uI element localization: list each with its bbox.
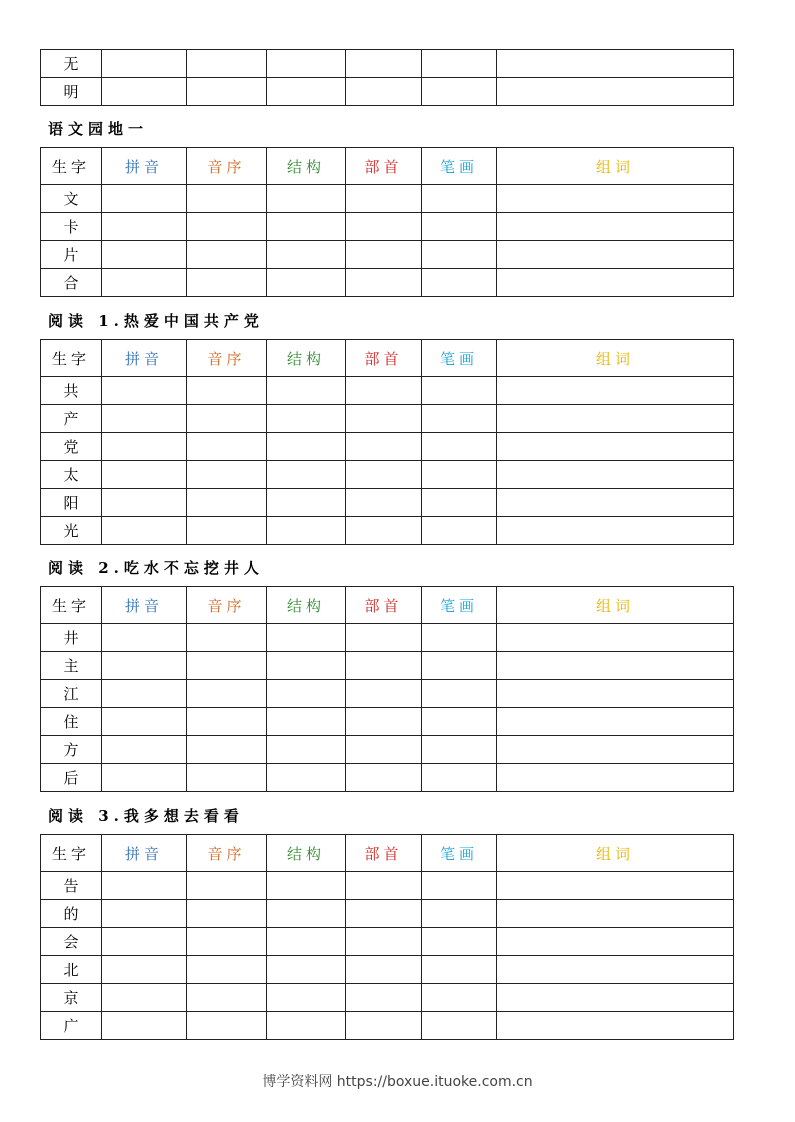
yinxu-cell[interactable] [187,269,267,297]
bihua-cell[interactable] [422,185,497,213]
top-continuation-table [40,49,734,106]
zuci-cell[interactable] [497,900,734,928]
character-cell: 合 [41,269,102,297]
bihua-cell[interactable] [422,680,497,708]
footer-watermark: 博学资料网 https://boxue.ituoke.com.cn [262,1074,533,1090]
zuci-cell[interactable] [497,517,734,545]
bushou-cell[interactable] [346,241,422,269]
jiegou-cell[interactable] [267,736,346,764]
header-jiegou: 结构 [267,835,346,872]
bihua-cell[interactable] [422,984,497,1012]
header-pinyin: 拼音 [102,835,187,872]
jiegou-cell[interactable] [267,764,346,792]
yinxu-cell[interactable] [187,489,267,517]
header-bihua: 笔画 [422,835,497,872]
jiegou-cell[interactable] [267,984,346,1012]
character-cell: 党 [41,433,102,461]
header-bihua: 笔画 [422,587,497,624]
pinyin-cell[interactable] [102,461,187,489]
pinyin-cell[interactable] [102,78,187,106]
jiegou-cell[interactable] [267,377,346,405]
header-jiegou: 结构 [267,587,346,624]
zuci-cell[interactable] [497,377,734,405]
jiegou-cell[interactable] [267,680,346,708]
table-row [41,624,734,652]
header-row [41,340,734,377]
yinxu-cell[interactable] [187,241,267,269]
section-table [40,339,734,545]
yinxu-cell[interactable] [187,624,267,652]
zuci-cell[interactable] [497,50,734,78]
pinyin-cell[interactable] [102,377,187,405]
character-cell: 方 [41,736,102,764]
character-cell: 住 [41,708,102,736]
header-row [41,835,734,872]
jiegou-cell[interactable] [267,872,346,900]
zuci-cell[interactable] [497,984,734,1012]
bihua-cell[interactable] [422,269,497,297]
yinxu-cell[interactable] [187,461,267,489]
bushou-cell[interactable] [346,489,422,517]
zuci-cell[interactable] [497,1012,734,1040]
table-row [41,213,734,241]
bihua-cell[interactable] [422,652,497,680]
character-cell: 阳 [41,489,102,517]
table-row [41,764,734,792]
table-row [41,652,734,680]
bushou-cell[interactable] [346,984,422,1012]
bushou-cell[interactable] [346,461,422,489]
character-cell: 广 [41,1012,102,1040]
table-row [41,405,734,433]
header-bushou: 部首 [346,835,422,872]
jiegou-cell[interactable] [267,461,346,489]
table-row [41,736,734,764]
character-cell: 太 [41,461,102,489]
bushou-cell[interactable] [346,377,422,405]
character-cell: 告 [41,872,102,900]
jiegou-cell[interactable] [267,708,346,736]
zuci-cell[interactable] [497,241,734,269]
character-cell: 京 [41,984,102,1012]
bushou-cell[interactable] [346,652,422,680]
pinyin-cell[interactable] [102,956,187,984]
zuci-cell[interactable] [497,652,734,680]
bushou-cell[interactable] [346,928,422,956]
bihua-cell[interactable] [422,736,497,764]
pinyin-cell[interactable] [102,928,187,956]
header-yinxu: 音序 [187,148,267,185]
header-bihua: 笔画 [422,148,497,185]
pinyin-cell[interactable] [102,517,187,545]
jiegou-cell[interactable] [267,185,346,213]
character-cell: 江 [41,680,102,708]
bushou-cell[interactable] [346,956,422,984]
yinxu-cell[interactable] [187,900,267,928]
table-row [41,185,734,213]
pinyin-cell[interactable] [102,624,187,652]
pinyin-cell[interactable] [102,50,187,78]
header-zuci: 组词 [497,835,734,872]
pinyin-cell[interactable] [102,489,187,517]
table-row [41,433,734,461]
pinyin-cell[interactable] [102,269,187,297]
header-zuci: 组词 [497,340,734,377]
yinxu-cell[interactable] [187,872,267,900]
pinyin-cell[interactable] [102,185,187,213]
pinyin-cell[interactable] [102,872,187,900]
header-jiegou: 结构 [267,148,346,185]
character-cell: 无 [41,50,102,78]
table-row [41,900,734,928]
character-cell: 共 [41,377,102,405]
yinxu-cell[interactable] [187,1012,267,1040]
yinxu-cell[interactable] [187,652,267,680]
table-row [41,928,734,956]
header-shengzi: 生字 [41,587,102,624]
bihua-cell[interactable] [422,50,497,78]
pinyin-cell[interactable] [102,652,187,680]
yinxu-cell[interactable] [187,405,267,433]
bihua-cell[interactable] [422,78,497,106]
yinxu-cell[interactable] [187,708,267,736]
bushou-cell[interactable] [346,78,422,106]
bushou-cell[interactable] [346,708,422,736]
zuci-cell[interactable] [497,680,734,708]
pinyin-cell[interactable] [102,213,187,241]
zuci-cell[interactable] [497,405,734,433]
zuci-cell[interactable] [497,956,734,984]
bushou-cell[interactable] [346,405,422,433]
header-yinxu: 音序 [187,835,267,872]
bihua-cell[interactable] [422,489,497,517]
table-row [41,461,734,489]
header-zuci: 组词 [497,148,734,185]
jiegou-cell[interactable] [267,517,346,545]
pinyin-cell[interactable] [102,708,187,736]
table-row [41,517,734,545]
header-row [41,148,734,185]
section-title: 阅读 1.热爱中国共产党 [48,312,264,330]
pinyin-cell[interactable] [102,241,187,269]
jiegou-cell[interactable] [267,900,346,928]
zuci-cell[interactable] [497,928,734,956]
header-shengzi: 生字 [41,340,102,377]
table-row [41,956,734,984]
bihua-cell[interactable] [422,764,497,792]
header-zuci: 组词 [497,587,734,624]
character-cell: 明 [41,78,102,106]
zuci-cell[interactable] [497,185,734,213]
jiegou-cell[interactable] [267,1012,346,1040]
yinxu-cell[interactable] [187,185,267,213]
zuci-cell[interactable] [497,624,734,652]
character-cell: 文 [41,185,102,213]
bushou-cell[interactable] [346,680,422,708]
table-row [41,1012,734,1040]
header-yinxu: 音序 [187,340,267,377]
character-cell: 北 [41,956,102,984]
bushou-cell[interactable] [346,517,422,545]
header-yinxu: 音序 [187,587,267,624]
table-row [41,489,734,517]
bihua-cell[interactable] [422,405,497,433]
bihua-cell[interactable] [422,872,497,900]
zuci-cell[interactable] [497,736,734,764]
bihua-cell[interactable] [422,708,497,736]
zuci-cell[interactable] [497,764,734,792]
header-pinyin: 拼音 [102,148,187,185]
bushou-cell[interactable] [346,872,422,900]
bihua-cell[interactable] [422,213,497,241]
yinxu-cell[interactable] [187,517,267,545]
jiegou-cell[interactable] [267,78,346,106]
bushou-cell[interactable] [346,269,422,297]
character-cell: 会 [41,928,102,956]
jiegou-cell[interactable] [267,50,346,78]
header-bihua: 笔画 [422,340,497,377]
header-row [41,587,734,624]
bihua-cell[interactable] [422,900,497,928]
table-row [41,269,734,297]
yinxu-cell[interactable] [187,956,267,984]
section-table [40,147,734,297]
yinxu-cell[interactable] [187,50,267,78]
pinyin-cell[interactable] [102,405,187,433]
jiegou-cell[interactable] [267,433,346,461]
bihua-cell[interactable] [422,1012,497,1040]
yinxu-cell[interactable] [187,377,267,405]
zuci-cell[interactable] [497,433,734,461]
jiegou-cell[interactable] [267,405,346,433]
jiegou-cell[interactable] [267,928,346,956]
pinyin-cell[interactable] [102,984,187,1012]
table-row [41,78,734,106]
bushou-cell[interactable] [346,764,422,792]
pinyin-cell[interactable] [102,680,187,708]
pinyin-cell[interactable] [102,764,187,792]
bihua-cell[interactable] [422,241,497,269]
character-cell: 片 [41,241,102,269]
table-row [41,50,734,78]
yinxu-cell[interactable] [187,213,267,241]
bihua-cell[interactable] [422,928,497,956]
jiegou-cell[interactable] [267,241,346,269]
bihua-cell[interactable] [422,624,497,652]
pinyin-cell[interactable] [102,1012,187,1040]
header-pinyin: 拼音 [102,340,187,377]
section-title: 语文园地一 [48,120,149,138]
yinxu-cell[interactable] [187,984,267,1012]
yinxu-cell[interactable] [187,928,267,956]
bushou-cell[interactable] [346,624,422,652]
zuci-cell[interactable] [497,269,734,297]
zuci-cell[interactable] [497,78,734,106]
header-bushou: 部首 [346,587,422,624]
bushou-cell[interactable] [346,900,422,928]
table-row [41,872,734,900]
jiegou-cell[interactable] [267,624,346,652]
section-title: 阅读 3.我多想去看看 [48,807,244,825]
jiegou-cell[interactable] [267,269,346,297]
header-pinyin: 拼音 [102,587,187,624]
bushou-cell[interactable] [346,433,422,461]
section-table [40,586,734,792]
bushou-cell[interactable] [346,50,422,78]
character-cell: 主 [41,652,102,680]
table-row [41,680,734,708]
jiegou-cell[interactable] [267,213,346,241]
jiegou-cell[interactable] [267,956,346,984]
bihua-cell[interactable] [422,461,497,489]
header-bushou: 部首 [346,148,422,185]
header-bushou: 部首 [346,340,422,377]
zuci-cell[interactable] [497,461,734,489]
bihua-cell[interactable] [422,956,497,984]
jiegou-cell[interactable] [267,652,346,680]
yinxu-cell[interactable] [187,680,267,708]
pinyin-cell[interactable] [102,900,187,928]
character-cell: 井 [41,624,102,652]
section-table [40,834,734,1040]
zuci-cell[interactable] [497,489,734,517]
table-row [41,377,734,405]
section-title: 阅读 2.吃水不忘挖井人 [48,559,264,577]
header-shengzi: 生字 [41,148,102,185]
character-cell: 光 [41,517,102,545]
bushou-cell[interactable] [346,1012,422,1040]
yinxu-cell[interactable] [187,764,267,792]
header-shengzi: 生字 [41,835,102,872]
bushou-cell[interactable] [346,185,422,213]
pinyin-cell[interactable] [102,736,187,764]
character-cell: 卡 [41,213,102,241]
table-row [41,241,734,269]
zuci-cell[interactable] [497,213,734,241]
jiegou-cell[interactable] [267,489,346,517]
bushou-cell[interactable] [346,736,422,764]
zuci-cell[interactable] [497,708,734,736]
yinxu-cell[interactable] [187,736,267,764]
header-jiegou: 结构 [267,340,346,377]
table-row [41,984,734,1012]
character-cell: 产 [41,405,102,433]
bushou-cell[interactable] [346,213,422,241]
yinxu-cell[interactable] [187,433,267,461]
bihua-cell[interactable] [422,377,497,405]
character-cell: 后 [41,764,102,792]
pinyin-cell[interactable] [102,433,187,461]
yinxu-cell[interactable] [187,78,267,106]
bihua-cell[interactable] [422,517,497,545]
bihua-cell[interactable] [422,433,497,461]
character-cell: 的 [41,900,102,928]
zuci-cell[interactable] [497,872,734,900]
table-row [41,708,734,736]
